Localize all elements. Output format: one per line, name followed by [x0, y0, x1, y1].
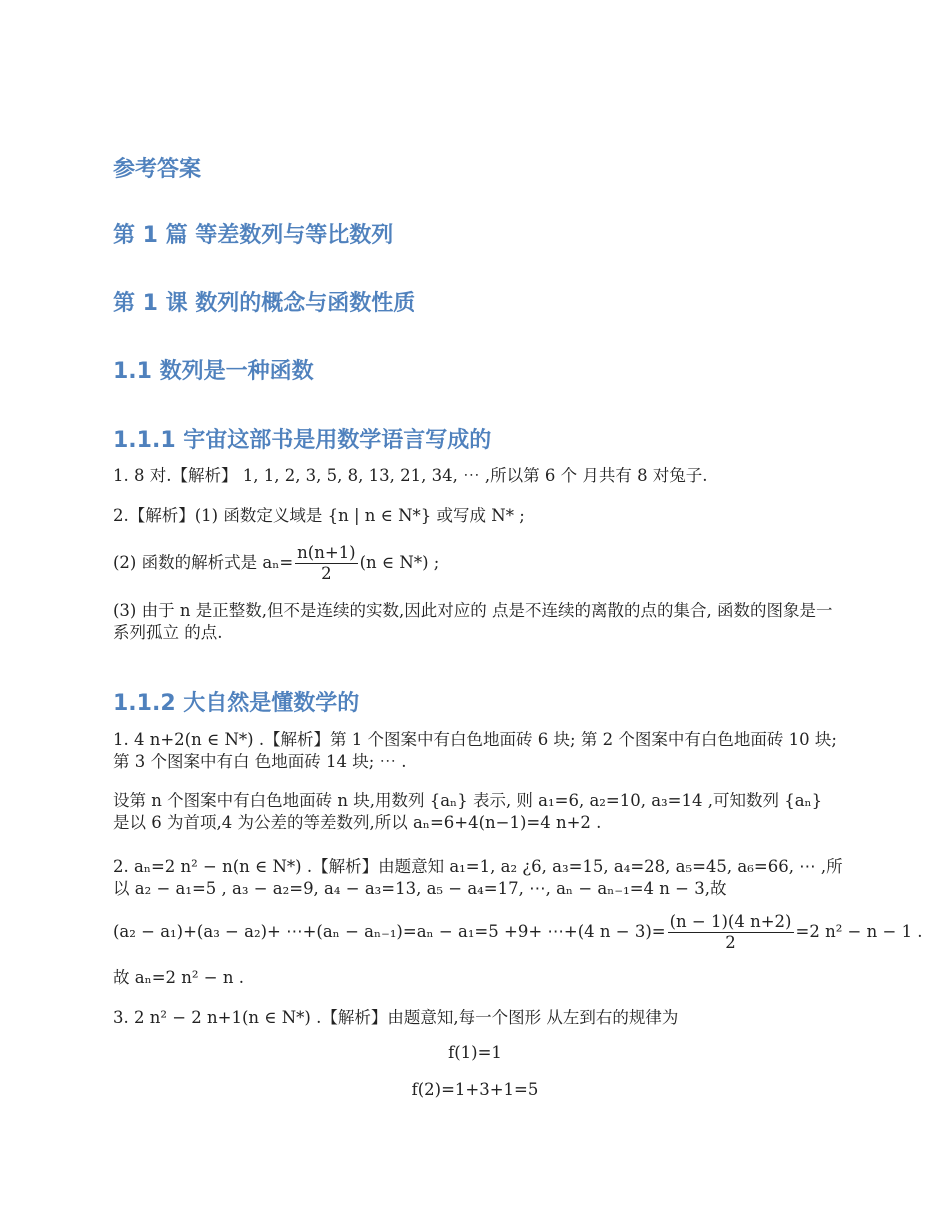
answer-1-1-2-q2: 2. aₙ=2 n² − n(n ∈ N*) .【解析】由题意知 a₁=1, a₂ ¿6, a₃=15, a₄=28, a₅=45, a₆=66, ⋯ ,所以 a₂ − a₁=5 , a₃ − a₂=9, a₄ − a₃=13, a₅ − a₄=17, ⋯, aₙ − aₙ₋₁=4 n − 3,故: [113, 857, 843, 898]
heading-section-1-1-2: 1.1.2 大自然是懂数学的: [113, 691, 360, 716]
answer-1-1-1-q2-part3: (3) 由于 n 是正整数,但不是连续的实数,因此对应的 点是不连续的离散的点的集合, 函数的图象是一系列孤立 的点.: [113, 601, 833, 642]
answer-1-1-2-q2-conclusion: 故 aₙ=2 n² − n .: [113, 968, 244, 987]
q2-sum-suffix: =2 n² − n − 1 .: [795, 922, 923, 941]
q2-part2-suffix: (n ∈ N*) ;: [359, 553, 440, 572]
fraction: [295, 543, 357, 584]
answer-1-1-2-q1: 1. 4 n+2(n ∈ N*) .【解析】第 1 个图案中有白色地面砖 6 块; 第 2 个图案中有白色地面砖 10 块; 第 3 个图案中有白 色地面砖 14 块; ⋯ .: [113, 730, 837, 771]
q2-sum-prefix: (a₂ − a₁)+(a₃ − a₂)+ ⋯+(aₙ − aₙ₋₁)=aₙ − a₁=5 +9+ ⋯+(4 n − 3)=: [113, 922, 666, 941]
answer-1-1-1-q1: 1. 8 对.【解析】 1, 1, 2, 3, 5, 8, 13, 21, 34, ⋯ ,所以第 6 个 月共有 8 对兔子.: [113, 466, 708, 485]
heading-section-1-1: 1.1 数列是一种函数: [113, 359, 314, 384]
answer-1-1-1-q2-part1: 2.【解析】(1) 函数定义域是 {n | n ∈ N*} 或写成 N* ;: [113, 506, 525, 525]
q2-part2-prefix: (2) 函数的解析式是 aₙ=: [113, 553, 294, 572]
fraction-numerator: (n − 1)(4 n+2): [669, 912, 792, 931]
answer-1-1-2-q3: 3. 2 n² − 2 n+1(n ∈ N*) .【解析】由题意知,每一个图形 从左到右的规律为: [113, 1008, 679, 1027]
fraction-denominator: 2: [725, 933, 736, 952]
answer-1-1-1-q2-part2: [113, 543, 843, 584]
answer-1-1-2-q1-explanation: 设第 n 个图案中有白色地面砖 n 块,用数列 {aₙ} 表示, 则 a₁=6, a₂=10, a₃=14 ,可知数列 {aₙ} 是以 6 为首项,4 为公差的等差数列,所以 aₙ=6+4(n−1)=4 n+2 .: [113, 791, 823, 832]
formula-f2: f(2)=1+3+1=5: [411, 1080, 539, 1099]
heading-lesson-1: 第 1 课 数列的概念与函数性质: [113, 291, 416, 316]
fraction-numerator: n(n+1): [297, 543, 356, 562]
fraction: [668, 912, 794, 953]
heading-section-1-1-1: 1.1.1 宇宙这部书是用数学语言写成的: [113, 428, 492, 453]
heading-part-1: 第 1 篇 等差数列与等比数列: [113, 223, 394, 248]
formula-f1: f(1)=1: [448, 1043, 502, 1062]
heading-answers: 参考答案: [113, 157, 202, 182]
answer-1-1-2-q2-sum: [113, 912, 923, 953]
fraction-denominator: 2: [321, 564, 332, 583]
